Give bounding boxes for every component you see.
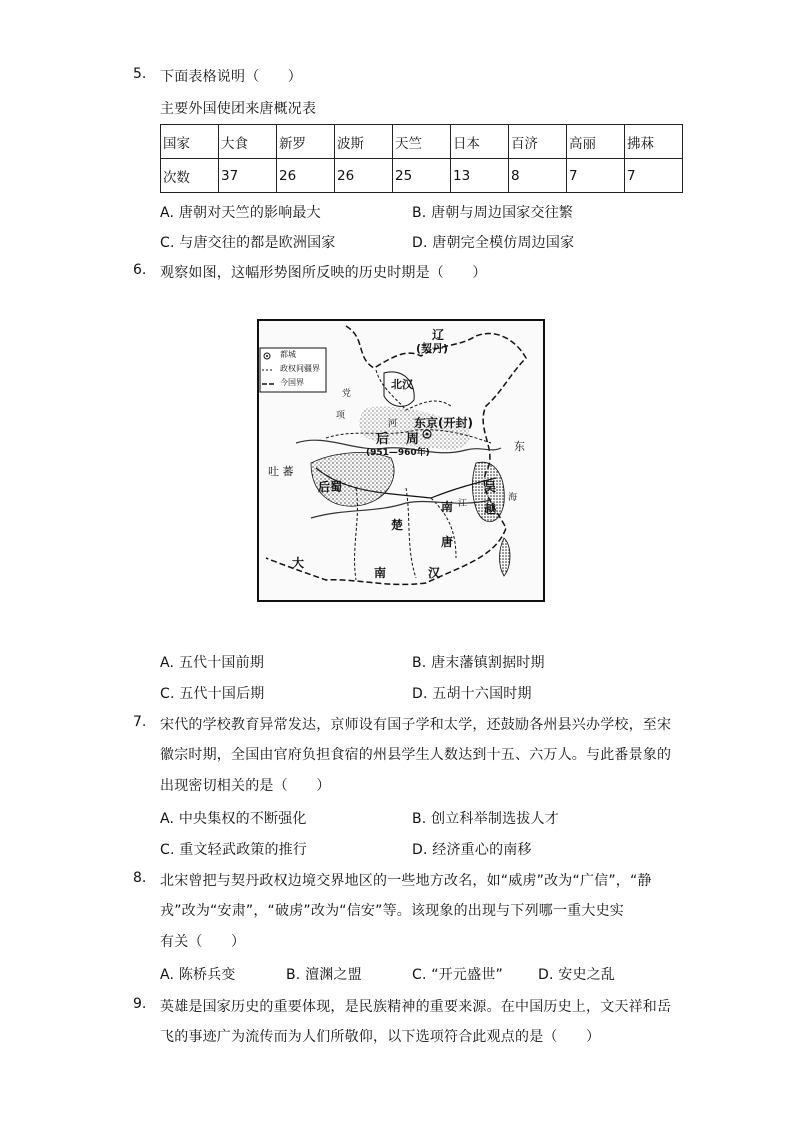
map-label-xiang: 项 [336,411,346,421]
map-label-dang: 党 [342,389,352,399]
table-cell: 26 [277,159,335,193]
question-5-number: 5. [133,66,147,82]
legend-border: 政权间疆界 [280,364,320,373]
table-cell: 国家 [161,125,219,159]
table-cell: 拂菻 [625,125,683,159]
option-d[interactable]: D. 经济重心的南移 [412,842,532,858]
map-label-dongjing: 东京(开封) [414,416,473,430]
question-7-line: 宋代的学校教育异常发达，京师设有国子学和太学，还鼓励各州县兴办学校，至宋 [160,717,672,733]
question-9-line: 飞的事迹广为流传而为人们所敬仰，以下选项符合此观点的是（ ） [160,1029,601,1045]
map-label-beihan: 北汉 [391,378,413,391]
option-c[interactable]: C. 五代十国后期 [160,686,265,702]
table-cell: 13 [451,159,509,193]
option-b[interactable]: B. 唐朝与周边国家交往繁 [412,205,574,221]
table-cell: 37 [219,159,277,193]
option-a[interactable]: A. 五代十国前期 [160,655,265,671]
option-b[interactable]: B. 澶渊之盟 [286,967,362,983]
question-8-line: 有关（ ） [160,934,246,950]
question-7-line: 徽宗时期，全国由官府负担食宿的州县学生人数达到十五、六万人。与此番景象的 [160,747,672,763]
map-label-tang: 唐 [441,535,454,549]
legend-capital: 都城 [280,350,296,359]
question-6-number: 6. [133,262,147,278]
table-cell: 新罗 [277,125,335,159]
option-a[interactable]: A. 中央集权的不断强化 [160,811,307,827]
question-5-stem: 下面表格说明（ ） [160,69,302,85]
map-label-jiang: 江 [458,499,468,509]
option-a[interactable]: A. 陈桥兵变 [160,967,236,983]
historical-map [256,318,546,603]
option-d[interactable]: D. 唐朝完全模仿周边国家 [412,235,575,251]
map-label-years: (951—960年) [366,448,430,458]
table-cell: 天竺 [393,125,451,159]
map-label-zhou: 周 [406,432,420,447]
option-d[interactable]: D. 安史之乱 [538,967,616,983]
table-cell: 波斯 [335,125,393,159]
map-label-hou: 后 [376,432,390,447]
map-label-tubo: 吐 蕃 [268,465,294,478]
map-label-qidan: (契丹) [416,342,449,355]
table-cell: 日本 [451,125,509,159]
question-7-number: 7. [133,714,147,730]
option-a[interactable]: A. 唐朝对天竺的影响最大 [160,205,321,221]
table-cell: 高丽 [567,125,625,159]
table-cell: 7 [567,159,625,193]
table-row [161,159,683,193]
map-label-liao: 辽 [432,328,445,342]
option-d[interactable]: D. 五胡十六国时期 [412,686,532,702]
table-cell: 8 [509,159,567,193]
envoy-table [160,124,683,193]
table-cell: 次数 [161,159,219,193]
map-label-nan: 南 [441,500,454,514]
question-9-line: 英雄是国家历史的重要体现，是民族精神的重要来源。在中国历史上，文天祥和岳 [160,999,672,1015]
table-cell: 25 [393,159,451,193]
table-cell: 大食 [219,125,277,159]
legend-national-border: 今国界 [280,378,304,387]
option-c[interactable]: C. 与唐交往的都是欧洲国家 [160,235,336,251]
map-label-hai: 海 [508,493,518,503]
map-label-yue: 越 [484,502,497,516]
map-label-nanhan-nan: 南 [374,566,387,580]
map-label-he: 河 [388,419,398,429]
option-c[interactable]: C. 重文轻武政策的推行 [160,842,308,858]
map-label-han: 汉 [428,566,441,580]
question-7-line: 出现密切相关的是（ ） [160,778,331,794]
question-8-line: 戎”改为“安肃”，“破虏”改为“信安”等。该现象的出现与下列哪一重大史实 [160,903,624,919]
map-label-chu: 楚 [391,518,404,532]
option-c[interactable]: C. “开元盛世” [412,967,503,983]
question-6-stem: 观察如图，这幅形势图所反映的历史时期是（ ） [160,265,487,281]
table-cell: 7 [625,159,683,193]
table-cell: 26 [335,159,393,193]
map-label-houshu: 后蜀 [318,480,343,494]
question-8-line: 北宋曾把与契丹政权边境交界地区的一些地方改名，如“威虏”改为“广信”，“静 [160,873,652,889]
table-cell: 百济 [509,125,567,159]
option-b[interactable]: B. 创立科举制选拔人才 [412,811,559,827]
table-row [161,125,683,159]
map-label-dali: 大 [292,556,305,570]
question-9-number: 9. [133,996,147,1012]
option-b[interactable]: B. 唐末藩镇割据时期 [412,655,545,671]
map-label-wu: 吴 [484,480,497,494]
map-label-dong: 东 [514,440,525,453]
question-8-number: 8. [133,870,147,886]
table-title: 主要外国使团来唐概况表 [160,101,317,117]
